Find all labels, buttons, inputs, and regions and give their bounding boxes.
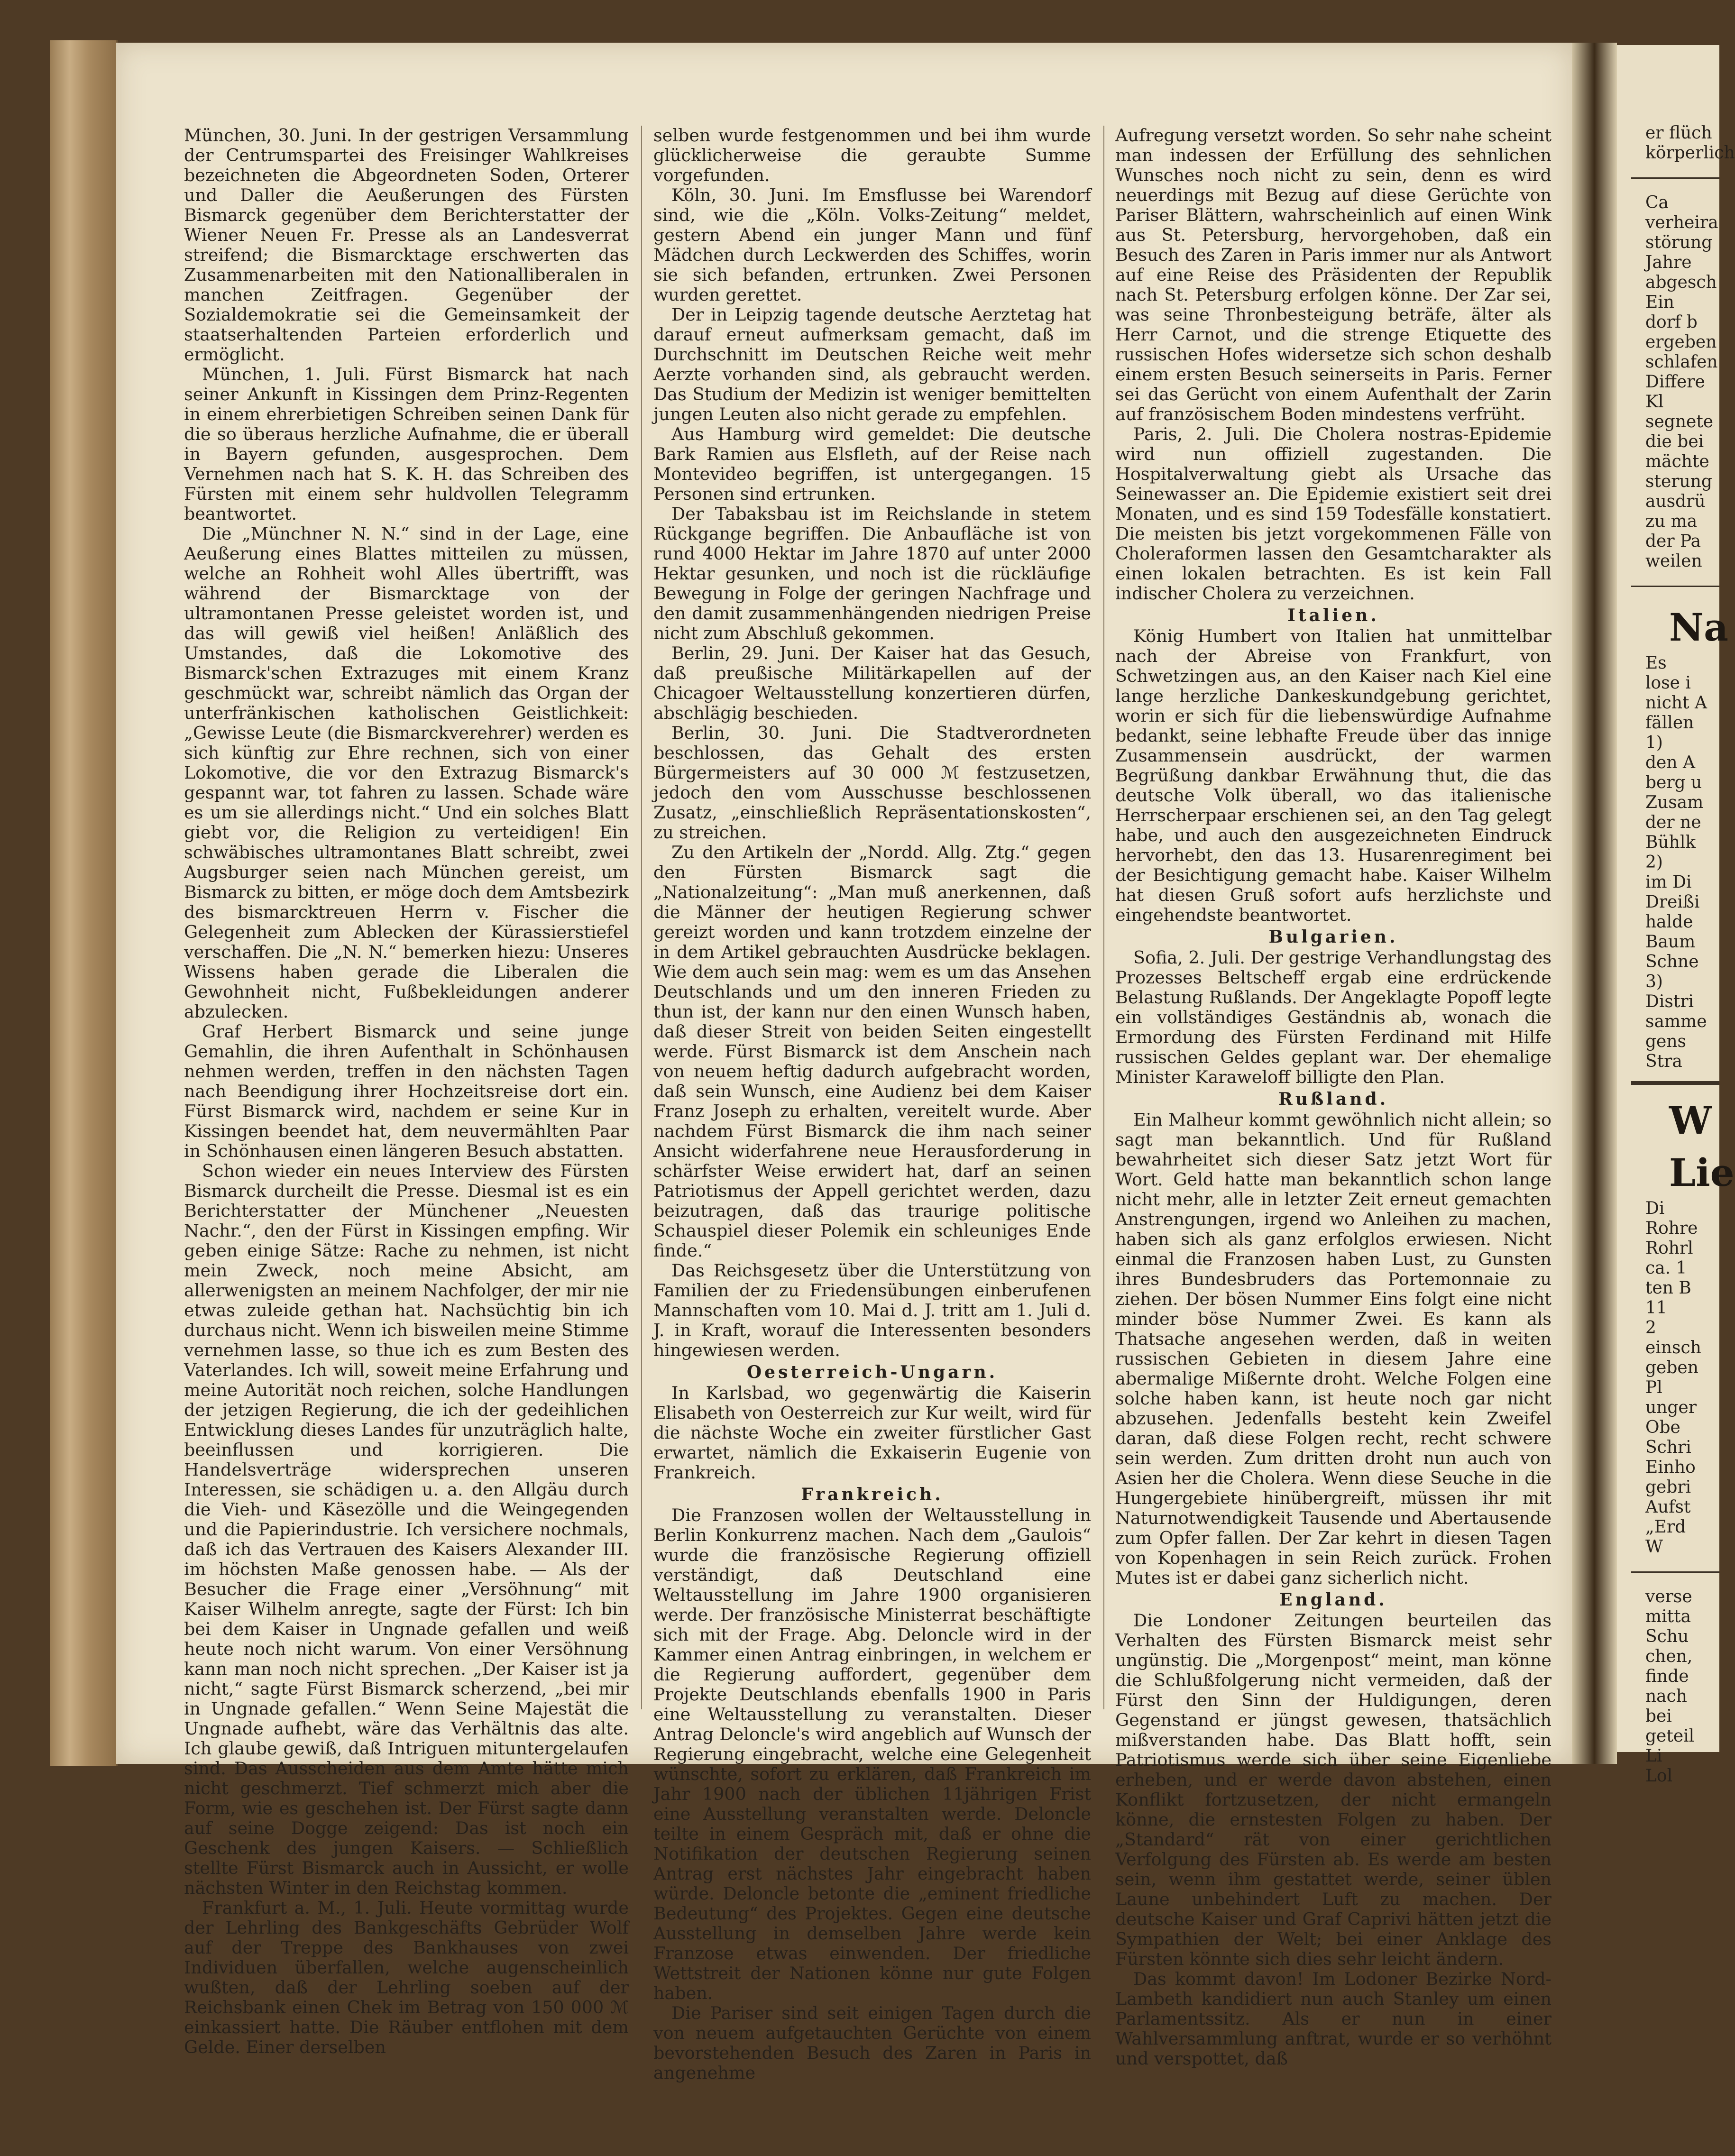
article-interview-bismarck: Schon wieder ein neues Interview des Fürsten Bismarck durcheilt die Presse. Diesmal ist es ein Berichterstatter der Münchener „Neuesten Nachr.“, den der Fürst in Kissingen empfing. Wir geben einige Sätze: Rache zu nehmen, ist nicht mein Zweck, noch meine Absicht, am allerwenigsten an meinem Nachfolger, der mir nie etwas zuleide gethan hat. Nachsüchtig bin ich durchaus nicht. Wenn ich bisweilen meine Stimme vernehmen lasse, so thue ich es zum Besten des Vaterlandes. Ich will, soweit meine Erfahrung und meine Autorität noch reichen, solche Handlungen der jetzigen Regierung, die ich der gedeihlichen Entwicklung dieses Landes für unzuträglich halte, beeinflussen und korrigieren. Die Handelsverträge widersprechen unseren Interessen, sie schädigen u. a. den Allgäu durch die Vieh- und Käsezölle und die Weingegenden und die Papierindustrie. Ich versichere nochmals, daß ich das Vertrauen des Kaisers Alexander III. im höchsten Maße genossen habe. — Als der Besucher die Frage einer „Versöhnung“ mit Kaiser Wilhelm anregte, sagte der Fürst: Ich bin bei dem Kaiser in Ungnade gefallen und weiß heute noch nicht warum. Von einer Versöhnung kann man noch nicht sprechen. „Der Kaiser ist ja nicht,“ sagte Fürst Bismarck scherzend, „bei mir in Ungnade gefallen.“ Wenn Seine Majestät die Ungnade aufhebt, wäre das Verhältnis das alte. Ich glaube gewiß, daß Intriguen mituntergelaufen sind. Das Ausscheiden aus dem Amte hätte mich nicht geschmerzt. Tief schmerzt mich aber die Form, wie es geschehen ist. Der Fürst sagte dann auf seine Dogge zeigend: Das ist noch ein Geschenk des jungen Kaisers. — Schließlich stellte Fürst Bismarck auch in Aussicht, er wolle nächsten Winter in den Reichstag kommen. xyxy=(184,1161,629,1898)
next-page-line: finde xyxy=(1645,1667,1689,1686)
next-page-line: dorf b xyxy=(1645,312,1698,332)
next-page-line: W xyxy=(1645,1537,1663,1557)
next-page-line: Kl xyxy=(1645,392,1664,412)
next-page-line: zu ma xyxy=(1645,512,1698,531)
next-page-line: 1) xyxy=(1645,733,1663,752)
section-heading-frankreich: Frankreich. xyxy=(801,1485,944,1505)
section-heading-oesterreich: Oesterreich-Ungarn. xyxy=(746,1362,998,1382)
next-page-line: Schu xyxy=(1645,1627,1689,1646)
article-muenchen-1-juli: München, 1. Juli. Fürst Bismarck hat nach seiner Ankunft in Kissingen dem Prinz-Regenten in einem ehrerbietigen Schreiben seinen Dank für die so überaus herzliche Aufnahme, die er überall in Bayern gefunden, ausgesprochen. Dem Vernehmen nach hat S. K. H. das Schreiben des Fürsten mit einem sehr huldvollen Telegramm beantwortet. xyxy=(184,364,629,524)
next-page-line: Schne xyxy=(1645,952,1699,972)
next-page-top-lines xyxy=(1617,123,1735,163)
next-page-line: ca. 1 xyxy=(1645,1258,1687,1278)
next-page-block-1 xyxy=(1617,193,1719,571)
next-page-line: gens xyxy=(1645,1032,1687,1051)
article-tabaksbau: Der Tabaksbau ist im Reichslande in stetem Rückgange begriffen. Die Anbaufläche ist von rund 4000 Hektar im Jahre 1870 auf unter 2000 Hektar gesunken, und noch ist die rückläufige Bewegung in Folge der geringen Nachfrage und den damit zusammenhängenden niedrigen Preise nicht zum Abschluß gekommen. xyxy=(653,504,1091,643)
next-page-line: Einho xyxy=(1645,1458,1696,1477)
next-page-line: schlafen xyxy=(1645,352,1718,372)
next-page-separator xyxy=(1631,586,1719,587)
next-page-line: berg u xyxy=(1645,773,1702,792)
article-sofia: Sofia, 2. Juli. Der gestrige Verhandlungstag des Prozesses Beltscheff ergab eine erdrückende Belastung Rußlands. Der Angeklagte Popoff legte ein vollständiges Geständnis ab, wonach die Ermordung des Fürsten Ferdinand mit Hilfe russischen Geldes geplant war. Der ehemalige Minister Karaweloff billigte den Plan. xyxy=(1115,947,1551,1087)
next-page-line: abgesch xyxy=(1645,273,1717,292)
next-page-line: er flüch xyxy=(1645,123,1712,143)
article-frankfurt: Frankfurt a. M., 1. Juli. Heute vormittag wurde der Lehrling des Bankgeschäfts Gebrüder Wolf auf der Treppe des Bankhauses von zwei Individuen überfallen, welche augenscheinlich wußten, daß der Lehrling soeben auf der Reichsbank einen Chek im Betrag von 150 000 ℳ einkassiert hatte. Die Räuber entflohen mit dem Gelde. Einer derselben xyxy=(184,1898,629,2057)
next-page-separator xyxy=(1631,177,1719,179)
right-column xyxy=(1115,125,1551,2069)
article-nationalzeitung: Zu den Artikeln der „Nordd. Allg. Ztg.“ gegen den Fürsten Bismarck sagt die „Nationalzeitung“: „Man muß anerkennen, daß die Männer der heutigen Regierung schwer gereizt worden und kann trotzdem einzelne der in dem Artikel gebrauchten Ausdrücke beklagen. Wie dem auch sein mag: wem es um das Ansehen Deutschlands und um den inneren Frieden zu thun ist, der kann nur den einen Wunsch haben, daß dieser Streit von beiden Seiten eingestellt werde. Fürst Bismarck ist dem Anschein nach von neuem heftig dadurch aufgebracht worden, daß sein Wunsch, eine Audienz bei dem Kaiser Franz Joseph zu erhalten, vereitelt wurde. Aber nachdem Fürst Bismarck die ihm nach seiner Ansicht widerfahrene neue Herausforderung in schärfster Weise erwidert hat, darf an seinen Patriotismus der Appell gerichtet werden, dazu beizutragen, daß das traurige politische Schauspiel dieser Polemik ein schleuniges Ende finde.“ xyxy=(653,842,1091,1261)
next-page-heading-2a: W xyxy=(1669,1098,1712,1143)
next-page-line: samme xyxy=(1645,1012,1707,1031)
next-page-line: störung xyxy=(1645,233,1713,252)
article-berlin-30-juni: Berlin, 30. Juni. Die Stadtverordneten beschlossen, das Gehalt des ersten Bürgermeisters auf 30 000 ℳ festzusetzen, jedoch den vom Ausschusse beschlossenen Zusatz, „einschließlich Repräsentationskosten“, zu streichen. xyxy=(653,723,1091,843)
next-page-line: Ein xyxy=(1645,293,1674,312)
article-pariser: Die Pariser sind seit einigen Tagen durch die von neuem aufgetauchten Gerüchte von einem bevorstehenden Besuch des Zaren in Paris in angenehme xyxy=(653,2003,1091,2083)
next-page-line: Distri xyxy=(1645,992,1694,1011)
section-heading-england: England. xyxy=(1279,1590,1387,1610)
next-page-line: fällen xyxy=(1645,713,1694,733)
page-gutter xyxy=(1572,43,1617,1764)
next-page-line: Zusam xyxy=(1645,793,1704,812)
next-page-line: 3) xyxy=(1645,972,1663,991)
next-page-line: Stra xyxy=(1645,1052,1682,1071)
next-page-separator xyxy=(1631,1081,1719,1085)
next-page-line: mächte xyxy=(1645,452,1709,471)
article-londoner-zeitungen: Die Londoner Zeitungen beurteilen das Verhalten des Fürsten Bismarck meist sehr ungünstig. Die „Morgenpost“ meint, man könne die Schlußfolgerung nicht vermeiden, daß der Fürst den Sinn der Huldigungen, deren Gegenstand er jüngst gewesen, thatsächlich mißverstanden habe. Das Blatt hofft, sein Patriotismus werde sich über seine Eigenliebe erheben, und er werde davon abstehen, einen Konflikt fortzusetzen, der nicht ermangeln könne, die ernstesten Folgen zu haben. Der „Standard“ rät von einer gerichtlichen Verfolgung des Fürsten ab. Es werde am besten sein, wenn ihm gestattet werde, seiner üblen Laune unbehindert Luft zu machen. Der deutsche Kaiser und Graf Caprivi hätten jetzt die Sympathien der Welt; bei einer Anklage des Fürsten könnte sich dies sehr leicht ändern. xyxy=(1115,1610,1551,1969)
book-binding xyxy=(50,40,118,1766)
next-page-line: verse xyxy=(1645,1587,1692,1606)
article-karlsbad: In Karlsbad, wo gegenwärtig die Kaiserin Elisabeth von Oesterreich zur Kur weilt, wird für die nächste Woche ein zweiter fürstlicher Gast erwartet, nämlich die Exkaiserin Eugenie von Frankreich. xyxy=(653,1383,1091,1483)
next-page-line: 2) xyxy=(1645,853,1663,872)
next-page-line: körperlich xyxy=(1645,143,1735,163)
next-page-line: Es xyxy=(1645,653,1667,673)
next-page-line: unger xyxy=(1645,1398,1697,1417)
next-page-line: Jahre xyxy=(1645,253,1692,272)
article-reichsgesetz: Das Reichsgesetz über die Unterstützung von Familien der zu Friedensübungen einberufenen Mannschaften vom 10. Mai d. J. tritt am 1. Juli d. J. in Kraft, worauf die Interessenten besonders hingewiesen werden. xyxy=(653,1260,1091,1360)
next-page-line: ausdrü xyxy=(1645,492,1706,511)
next-page-line: der ne xyxy=(1645,813,1701,832)
left-column xyxy=(184,125,629,2057)
article-koenig-humbert: König Humbert von Italien hat unmittelbar nach der Abreise von Frankfurt, von Schwetzingen aus, an den Kaiser nach Kiel eine lange herzliche Dankeskundgebung gerichtet, worin er sich für die liebenswürdige Aufnahme bedankt, seine lebhafte Freude über das innige Zusammensein ausdrückt, der warmen Begrüßung dankbar Erwähnung thut, die das deutsche Volk überall, wo das italienische Herrscherpaar erschienen sei, an den Tag gelegt habe, und auch den ausgezeichneten Eindruck hervorhebt, den das 13. Husarenregiment bei der Besichtigung gemacht habe. Kaiser Wilhelm hat diesen Gruß sofort aufs herzlichste und eingehendste beantwortet. xyxy=(1115,626,1551,925)
article-weltausstellung: Die Franzosen wollen der Weltausstellung in Berlin Konkurrenz machen. Nach dem „Gaulois“ wurde die französische Regierung offiziell verständigt, daß Deutschland eine Weltausstellung im Jahre 1900 organisieren werde. Der französische Ministerrat beschäftigte sich mit der Frage. Abg. Deloncle wird in der Kammer einen Antrag einbringen, in welchem er die Regierung auffordert, gegenüber dem Projekte Deutschlands ebenfalls 1900 in Paris eine Weltausstellung zu veranstalten. Dieser Antrag Deloncle's wird angeblich auf Wunsch der Regierung eingebracht, welche eine Gelegenheit wünschte, sofort zu erklären, daß Frankreich im Jahr 1900 nach der üblichen 11jährigen Frist eine Ausstellung veranstalten werde. Deloncle teilte in einem Gespräch mit, daß er ohne die Notifikation der deutschen Regierung seinen Antrag erst nächstes Jahr eingebracht haben würde. Deloncle betonte die „eminent friedliche Bedeutung“ des Projektes. Gegen eine deutsche Ausstellung in demselben Jahre werde kein Franzose etwas einwenden. Der friedliche Wettstreit der Nationen könne nur gute Folgen haben. xyxy=(653,1505,1091,2003)
next-page-line: mitta xyxy=(1645,1607,1691,1626)
column-rule-1 xyxy=(641,126,642,1709)
article-berlin-29-juni: Berlin, 29. Juni. Der Kaiser hat das Gesuch, daß preußische Militärkapellen auf der Chicagoer Weltausstellung konzertieren dürfen, abschlägig beschieden. xyxy=(653,643,1091,723)
next-page-line: 11 xyxy=(1645,1298,1667,1318)
next-page-line: gebri xyxy=(1645,1477,1691,1497)
next-page-line: Differe xyxy=(1645,372,1705,392)
article-zarenbesuch: Aufregung versetzt worden. So sehr nahe scheint man indessen der Erfüllung des sehnlichen Wunsches noch nicht zu sein, denn es wird neuerdings mit Bezug auf diese Gerüchte von Pariser Blättern, wahrscheinlich auf einen Wink aus St. Petersburg, hervorgehoben, daß ein Besuch des Zaren in Paris immer nur als Antwort auf eine Reise des Präsidenten der Republik nach St. Petersburg erfolgen könne. Der Zar sei, was seine Thronbesteigung beträfe, älter als Herr Carnot, und die strenge Etiquette des russischen Hofes widersetze sich schon deshalb einem ersten Besuch seinerseits in Paris. Ferner sei das Gerücht von einem Aufenthalt der Zarin auf französischem Boden mindestens verfrüht. xyxy=(1115,125,1551,424)
next-page-block-4 xyxy=(1617,1587,1719,1786)
next-page-line: Rohrl xyxy=(1645,1239,1693,1258)
article-hamburg: Aus Hamburg wird gemeldet: Die deutsche Bark Ramien aus Elsfleth, auf der Reise nach Montevideo begriffen, ist untergegangen. 15 Personen sind ertrunken. xyxy=(653,424,1091,504)
next-page-block-2 xyxy=(1617,653,1719,1072)
next-page-line: die bei xyxy=(1645,432,1704,451)
next-page-line: geteil xyxy=(1645,1726,1695,1746)
article-stanley: Das kommt davon! Im Lodoner Bezirke Nord-Lambeth kandidiert nun auch Stanley um einen Parlamentssitz. Als er nun in einer Wahlversammlung anftrat, wurde er so verhöhnt und verspottet, daß xyxy=(1115,1969,1551,2069)
section-heading-italien: Italien. xyxy=(1287,606,1379,625)
next-page-line: Baum xyxy=(1645,932,1696,952)
next-page-line: Di xyxy=(1645,1199,1665,1218)
next-page-line: weilen xyxy=(1645,551,1702,571)
next-page-line: ten B xyxy=(1645,1278,1691,1298)
next-page-line: Lol xyxy=(1645,1766,1673,1786)
next-page-fragment xyxy=(1617,45,1735,1786)
article-graf-herbert: Graf Herbert Bismarck und seine junge Gemahlin, die ihren Aufenthalt in Schönhausen nehmen werden, treffen in den nächsten Tagen nach Beendigung ihrer Hochzeitsreise dort ein. Fürst Bismarck wird, nachdem er seine Kur in Kissingen beendet hat, dem neuvermählten Paar in Schönhausen einen längeren Besuch abstatten. xyxy=(184,1021,629,1161)
next-page-line: „Erd xyxy=(1645,1517,1686,1537)
next-page-line: Li xyxy=(1645,1746,1662,1766)
next-page-line: Pl xyxy=(1645,1378,1662,1397)
next-page-line: ergeben xyxy=(1645,332,1717,352)
next-page-line: Bühlk xyxy=(1645,833,1696,852)
next-page-line: verheira xyxy=(1645,213,1718,232)
article-muenchen-30-juni: München, 30. Juni. In der gestrigen Versammlung der Centrumspartei des Freisinger Wahlkreises bezeichneten die Abgeordneten Soden, Orterer und Daller die Aeußerungen des Fürsten Bismarck gegenüber dem Berichterstatter der Wiener Neuen Fr. Presse als an Landesverrat streifend; die Bismarcktage erschwerten das Zusammenarbeiten mit den Nationalliberalen in manchen Zeitfragen. Gegenüber der Sozialdemokratie sei die Gemeinsamkeit der staatserhaltenden Parteien erforderlich und ermöglicht. xyxy=(184,125,629,365)
next-page-line: bei xyxy=(1645,1706,1672,1726)
next-page-block-3 xyxy=(1617,1199,1719,1557)
next-page-line: Dreißi xyxy=(1645,892,1700,912)
article-muenchner-nn: Die „Münchner N. N.“ sind in der Lage, eine Aeußerung eines Blattes mitteilen zu müssen, welche an Rohheit wohl Alles übertrifft, was während der Bismarcktage von der ultramontanen Presse geleistet worden ist, und das will gewiß viel heißen! Anläßlich des Umstandes, daß die Lokomotive des Bismarck'schen Extrazuges mit einem Kranz geschmückt war, schreibt nämlich das Organ der unterfränkischen katholischen Geistlichkeit: „Gewisse Leute (die Bismarckverehrer) werden es sich künftig zur Ehre rechnen, sich von einer Lokomotive, die vor den Extrazug Bismarck's gespannt war, tot fahren zu lassen. Schade wäre es um sie allerdings nicht.“ Und ein solches Blatt giebt vor, die Religion zu verteidigen! Ein schwäbisches ultramontanes Blatt schreibt, zwei Augsburger seien nach München gereist, um Bismarck zu bitten, er möge doch dem Amtsbezirk des bismarcktreuen Herrn v. Fischer die Gelegenheit zum Ablecken der Kürassierstiefel verschaffen. Die „N. N.“ bemerken hiezu: Unseres Wissens haben gerade die Liberalen die Gewohnheit nicht, Fußbekleidungen anderer abzulecken. xyxy=(184,523,629,1022)
article-cholera-paris: Paris, 2. Juli. Die Cholera nostras-Epidemie wird nun offiziell zugestanden. Die Hospitalverwaltung giebt als Ursache das Seinewasser an. Die Epidemie existiert seit drei Monaten, und es sind 159 Todesfälle konstatiert. Die meisten bis jetzt vorgekommenen Fälle von Choleraformen lassen den Gesamtcharakter als einen lokalen betrachten. Es ist kein Fall indischer Cholera zu verzeichnen. xyxy=(1115,424,1551,604)
next-page-heading-1: Na xyxy=(1669,605,1728,650)
next-page-line: Rohre xyxy=(1645,1219,1698,1238)
column-rule-2 xyxy=(1103,126,1104,1709)
next-page-separator xyxy=(1631,1571,1719,1573)
article-russland-malheur: Ein Malheur kommt gewöhnlich nicht allein; so sagt man bekanntlich. Und für Rußland bewahrheitet sich dieser Satz jetzt Wort für Wort. Geld hatte man bekanntlich schon lange nicht mehr, alle in letzter Zeit erneut gemachten Anstrengungen, irgend wo Anleihen zu machen, haben sich als ganz erfolglos erwiesen. Nicht einmal die Franzosen haben Lust, zu Gunsten ihres Bundesbruders das Portemonnaie zu ziehen. Der bösen Nummer Eins folgt eine nicht minder böse Nummer Zwei. Es kann als Thatsache angesehen werden, daß in weiten russischen Gebieten in diesem Jahre eine abermalige Mißernte droht. Welche Folgen eine solche haben kann, ist heute noch gar nicht abzusehen. Jedenfalls besteht kein Zweifel daran, daß diese Folgen recht, recht schwere sein werden. Zum dritten droht nun auch von Asien her die Cholera. Wenn diese Seuche in die Hungergebiete hinübergreift, müssen ihr mit Naturnotwendigkeit Tausende und Abertausende zum Opfer fallen. Der Zar kehrt in diesen Tagen von Kopenhagen in sein Reich zurück. Frohen Mutes ist er dabei ganz sicherlich nicht. xyxy=(1115,1110,1551,1588)
next-page-line: der Pa xyxy=(1645,532,1701,551)
next-page-line: 2 xyxy=(1645,1318,1656,1338)
next-page-line: chen, xyxy=(1645,1647,1693,1666)
next-page-line: sterung xyxy=(1645,472,1712,491)
article-continuation-frankfurt: selben wurde festgenommen und bei ihm wurde glücklicherweise die geraubte Summe vorgefunden. xyxy=(653,125,1091,185)
next-page-line: segnete xyxy=(1645,412,1714,431)
next-page-heading-2b: Lie xyxy=(1669,1150,1735,1195)
next-page-line: nicht A xyxy=(1645,693,1707,713)
next-page-line: halde xyxy=(1645,912,1693,932)
article-aerztetag: Der in Leipzig tagende deutsche Aerztetag hat darauf erneut aufmerksam gemacht, daß im Durchschnitt im Deutschen Reiche weit mehr Aerzte vorhanden sind, als gebraucht werden. Das Studium der Medizin ist weniger bemittelten jungen Leuten also nicht gerade zu empfehlen. xyxy=(653,304,1091,424)
section-heading-russland: Rußland. xyxy=(1278,1089,1389,1109)
next-page-line: im Di xyxy=(1645,872,1692,892)
next-page-line: Schri xyxy=(1645,1438,1691,1457)
next-page-line: Aufst xyxy=(1645,1497,1691,1517)
middle-column xyxy=(653,125,1091,2083)
next-page-line: geben xyxy=(1645,1358,1698,1377)
section-heading-bulgarien: Bulgarien. xyxy=(1268,927,1398,947)
next-page-line: nach xyxy=(1645,1687,1687,1706)
next-page-line: lose i xyxy=(1645,673,1691,693)
next-page-line: einsch xyxy=(1645,1338,1701,1358)
next-page-line: Obe xyxy=(1645,1418,1680,1437)
article-koeln: Köln, 30. Juni. Im Emsflusse bei Warendorf sind, wie die „Köln. Volks-Zeitung“ meldet, gestern Abend ein junger Mann und fünf Mädchen durch Leckwerden des Schiffes, worin sie sich befanden, ertrunken. Zwei Personen wurden gerettet. xyxy=(653,185,1091,305)
next-page-line: Ca xyxy=(1645,193,1669,212)
next-page-line: den A xyxy=(1645,753,1695,772)
